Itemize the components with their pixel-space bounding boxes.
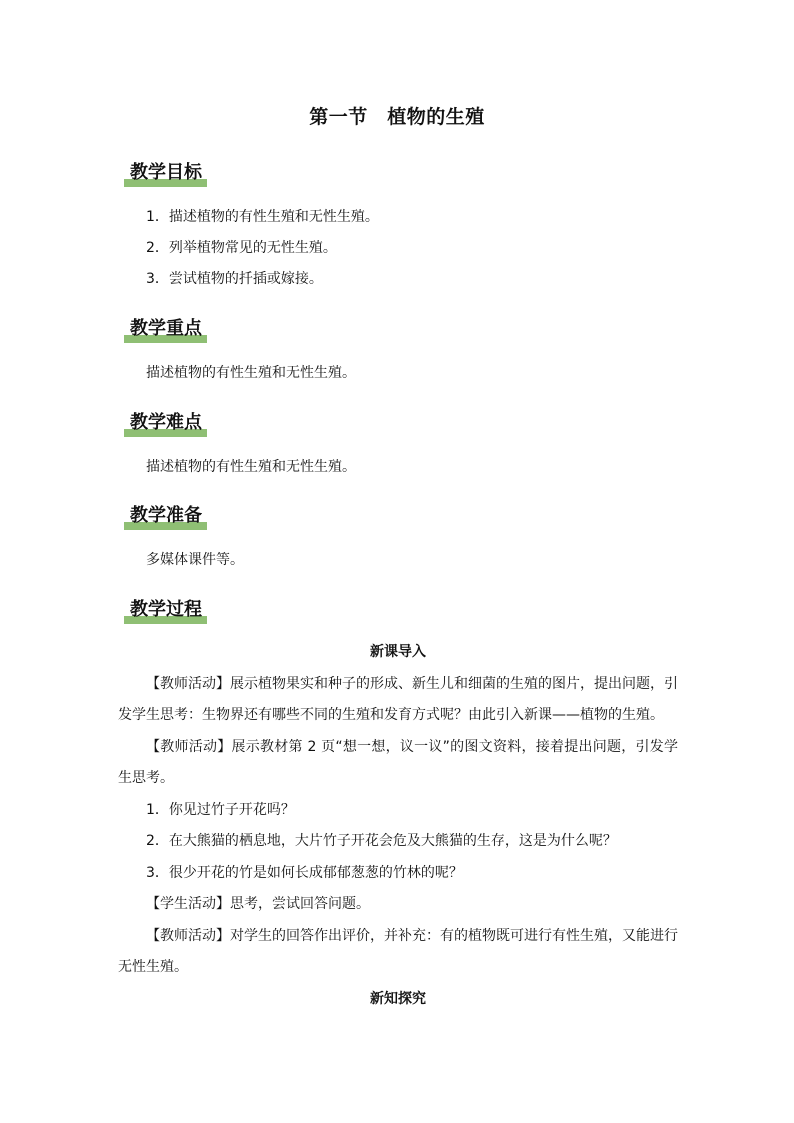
page-title: 第一节 植物的生殖 (309, 106, 485, 128)
keypoint-heading-text: 教学重点 (130, 318, 202, 339)
teacher-activity-paragraph: 【教师活动】展示教材第 2 页“想一想，议一议”的图文资料，接着提出问题，引发学生思考。 (118, 738, 678, 786)
teacher-activity-paragraph: 【教师活动】对学生的回答作出评价，并补充：有的植物既可进行有性生殖，又能进行无性生殖。 (118, 927, 678, 975)
objective-item: 1．描述植物的有性生殖和无性生殖。 (146, 209, 379, 225)
objective-item: 3．尝试植物的扦插或嫁接。 (146, 271, 323, 287)
process-heading (124, 597, 684, 627)
objectives-heading (124, 160, 684, 190)
explore-subheading: 新知探究 (370, 990, 426, 1007)
objective-item: 2．列举植物常见的无性生殖。 (146, 240, 337, 256)
preparation-heading (124, 503, 684, 533)
difficulty-heading-text: 教学难点 (130, 412, 202, 433)
keypoint-section (124, 316, 684, 389)
student-activity-paragraph: 【学生活动】思考，尝试回答问题。 (146, 896, 370, 912)
difficulty-section (124, 410, 684, 483)
process-body (118, 637, 678, 1015)
objectives-heading-text: 教学目标 (130, 162, 202, 183)
process-heading-text: 教学过程 (130, 599, 202, 620)
question-item: 3．很少开花的竹是如何长成郁郁葱葱的竹林的呢？ (146, 864, 463, 881)
difficulty-heading (124, 410, 684, 440)
keypoint-text: 描述植物的有性生殖和无性生殖。 (146, 365, 356, 381)
teacher-activity-paragraph: 【教师活动】展示植物果实和种子的形成、新生儿和细菌的生殖的图片，提出问题，引发学生思考：生物界还有哪些不同的生殖和发育方式呢？由此引入新课——植物的生殖。 (118, 675, 678, 723)
preparation-text: 多媒体课件等。 (146, 552, 244, 568)
question-item: 2．在大熊猫的栖息地，大片竹子开花会危及大熊猫的生存，这是为什么呢？ (146, 833, 617, 849)
keypoint-heading (124, 316, 684, 346)
preparation-section (124, 503, 684, 576)
difficulty-text: 描述植物的有性生殖和无性生殖。 (146, 459, 356, 475)
process-section (124, 597, 684, 627)
question-item: 1．你见过竹子开花吗？ (146, 801, 295, 818)
preparation-heading-text: 教学准备 (130, 505, 202, 526)
objectives-section (124, 160, 684, 295)
intro-subheading: 新课导入 (370, 644, 426, 660)
